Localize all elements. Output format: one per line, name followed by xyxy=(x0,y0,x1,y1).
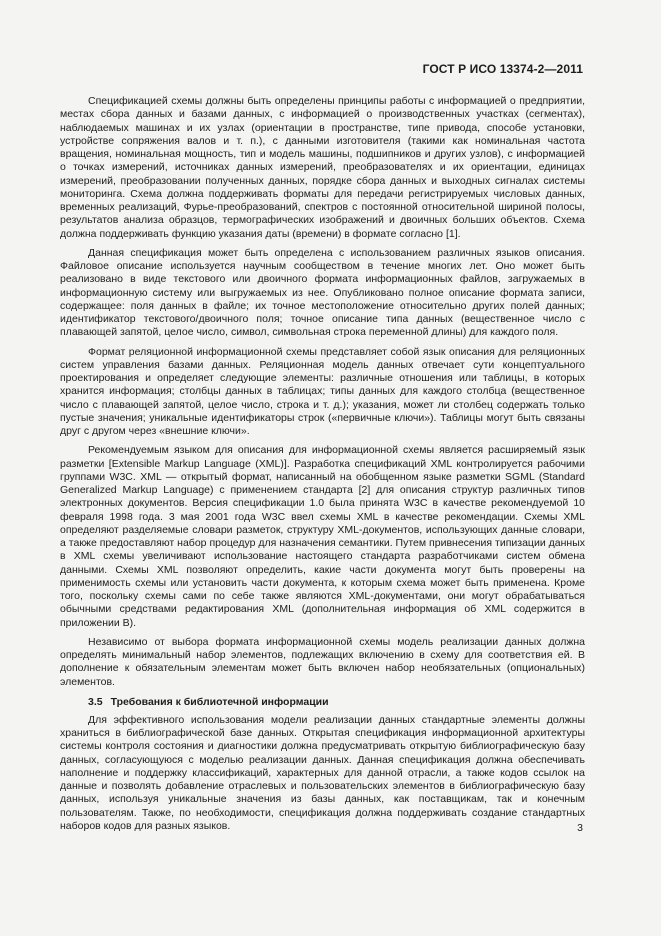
paragraph-minimal-elements: Независимо от выбора формата информационной схемы модель реализации данных должна определять минимальный набор элементов, подлежащих включению в схему для соответствия ей. В дополнение к обязательным элементам может быть включен набор необязательных (опциональных) элементов. xyxy=(60,635,585,688)
paragraph-file-description: Данная спецификация может быть определена с использованием различных языков описания. Файловое описание используется научным сообществом в течение многих лет. Оно может быть реализовано в виде текстового или двоичного формата информационных файлов, загружаемых в информационную систему или выгружаемых из нее. Опубликовано полное описание формата записи, содержащее: поля данных в файле; их точное местоположение относительно других полей данных; идентификатор текстового/двоичного поля; точное описание типа данных (вещественное число с плавающей запятой, целое число, символ, символьная строка переменной длины) для каждого поля. xyxy=(60,246,585,339)
section-title: Требования к библиотечной информации xyxy=(110,695,329,708)
paragraph-relational-schema: Формат реляционной информационной схемы представляет собой язык описания для реляционных систем управления базами данных. Реляционная модель данных отвечает сути концептуального проектирования и определяет следующие элементы: различные отношения или таблицы, в которых хранится информация; столбцы данных в таблицах; типы данных для каждого столбца (вещественное число с плавающей запятой, целое число, строка и т. д.); указания, может ли столбец содержать только пустые значения; уникальные идентификаторы строк («первичные ключи»). Таблицы могут быть связаны друг с другом через «внешние ключи». xyxy=(60,345,585,437)
standard-designation: ГОСТ Р ИСО 13374-2—2011 xyxy=(422,62,583,76)
paragraph-xml-language: Рекомендуемым языком для описания для информационной схемы является расширяемый язык разметки [Extensible Markup Language (XML)]. Разработка спецификаций XML контролируется рабочими группами W3C. XML — открытый формат, написанный на обобщенном языке разметки SGML (Standard Generalized Markup Language) с применением стандарта [2] для описания структур различных типов электронных документов. Версия спецификации 1.0 была принята W3C в качестве рекомендуемой 10 февраля 1998 года. 3 мая 2001 года W3C ввел схемы XML в качестве рекомендации. Схемы XML определяют разделяемые словари разметок, структуру XML-документов, использующих данные словари, а также предоставляют набор процедур для назначения семантики. Путем привнесения типизации данных в XML схемы увеличивают использование настоящего стандарта разработчиками систем обмена данными. Схемы XML позволяют определить, какие части документа могут быть проверены на применимость схемы или установить части документа, к которым схема может быть применена. Кроме того, поскольку схемы сами по себе также являются XML-документами, они могут обрабатываться обычными средствами редактирования XML (дополнительная информация об XML содержится в приложении B). xyxy=(60,444,585,629)
section-number: 3.5 xyxy=(88,695,103,708)
paragraph-schema-spec: Спецификацией схемы должны быть определены принципы работы с информацией о предприятии, местах сбора данных и базами данных, с информацией о производственных участках (сегментах), наблюдаемых машинах и их узлах (ориентации в пространстве, типе привода, способе установки, устройстве сопряжения валов и т. п.), с данными изготовителя (такими как номинальная частота вращения, номинальная мощность, тип и модель машины, подшипников и других узлов), с информацией о точках измерений, источниках данных измерений, преобразователях и их ориентации, единицах измерений, преобразовании полученных данных, порядке сбора данных и выходных сигналах системы мониторинга. Схема должна поддерживать форматы для передачи регистрируемых числовых данных, временных реализаций, Фурье-преобразований, спектров с постоянной относительной шириной полосы, результатов анализа образцов, термографических изображений и двоичных больших объектов. Схема должна поддерживать функцию указания даты (времени) в формате согласно [1]. xyxy=(60,95,585,240)
section-heading xyxy=(88,695,585,709)
page-body xyxy=(60,95,585,839)
page-number: 3 xyxy=(577,822,583,834)
paragraph-library-info: Для эффективного использования модели реализации данных стандартные элементы должны храниться в библиографической базе данных. Открытая спецификация информационной архитектуры системы контроля состояния и диагностики должна предусматривать открытую библиографическую базу данных, согласующуюся с моделью реализации данных. Данная спецификация должна обеспечивать наполнение и поддержку классификаций, характерных для данной отрасли, а также кодов ссылок на данные и позволять добавление отраслевых и пользовательских элементов в библиографическую базу данных, используя уникальные значения из базы данных, как поставщикам, так и конечным пользователям. Также, по необходимости, спецификация должна поддерживать создание стандартных наборов кодов для разных языков. xyxy=(60,713,585,832)
